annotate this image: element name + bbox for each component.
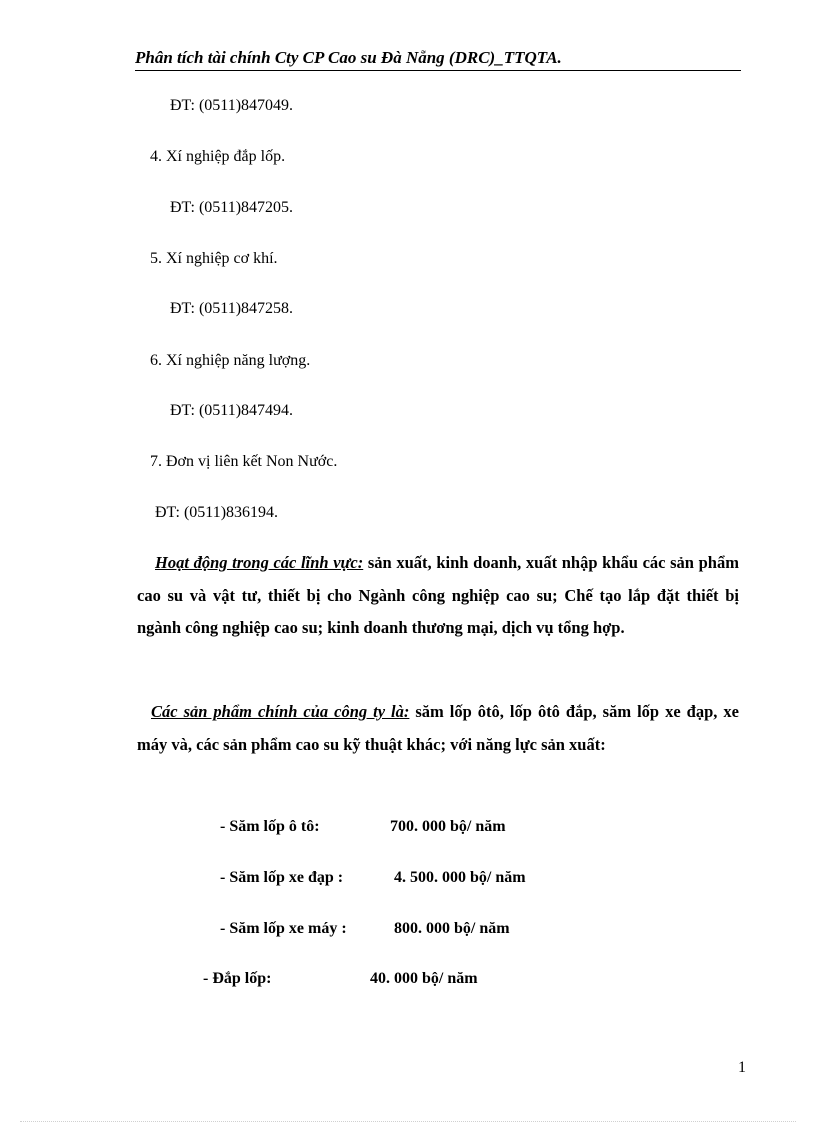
list-item: 7. Đơn vị liên kết Non Nước.	[150, 453, 338, 470]
capacity-value: 700. 000 bộ/ năm	[390, 818, 506, 835]
page-bottom-rule	[20, 1121, 796, 1122]
capacity-value: 4. 500. 000 bộ/ năm	[394, 869, 526, 886]
list-item: 4. Xí nghiệp đắp lốp.	[150, 148, 286, 165]
list-item: 6. Xí nghiệp năng lượng.	[150, 352, 311, 369]
capacity-value: 800. 000 bộ/ năm	[394, 920, 510, 937]
phone-line: ĐT: (0511)847258.	[170, 300, 294, 317]
capacity-value: 40. 000 bộ/ năm	[370, 970, 478, 987]
capacity-label: - Săm lốp xe máy :	[220, 920, 347, 937]
header-rule	[135, 70, 741, 71]
activities-paragraph	[137, 547, 739, 645]
phone-line: ĐT: (0511)847049.	[170, 97, 294, 114]
capacity-label: - Đắp lốp:	[203, 970, 272, 987]
phone-line: ĐT: (0511)847494.	[170, 402, 294, 419]
capacity-label: - Săm lốp ô tô:	[220, 818, 320, 835]
activities-heading: Hoạt động trong các lĩnh vực:	[155, 553, 364, 572]
page-header-title: Phân tích tài chính Cty CP Cao su Đà Nẵng (DRC)_TTQTA.	[135, 48, 562, 67]
phone-line: ĐT: (0511)836194.	[155, 504, 279, 521]
list-item: 5. Xí nghiệp cơ khí.	[150, 250, 278, 267]
products-paragraph	[137, 696, 739, 761]
products-heading: Các sản phẩm chính của công ty là:	[151, 702, 410, 721]
capacity-label: - Săm lốp xe đạp :	[220, 869, 344, 886]
products-text: săm lốp ôtô, lốp ôtô đắp, săm lốp xe đạp, xe máy và, các sản phẩm cao su kỹ thuật khác; với năng lực sản xuất:	[137, 702, 739, 754]
phone-line: ĐT: (0511)847205.	[170, 199, 294, 216]
page-number: 1	[738, 1059, 746, 1076]
activities-text: sản xuất, kinh doanh, xuất nhập khẩu các sản phẩm cao su và vật tư, thiết bị cho Ngành công nghiệp cao su; Chế tạo lắp đặt thiết bị ngành công nghiệp cao su; kinh doanh thương mại, dịch vụ tổng hợp.	[137, 553, 739, 637]
